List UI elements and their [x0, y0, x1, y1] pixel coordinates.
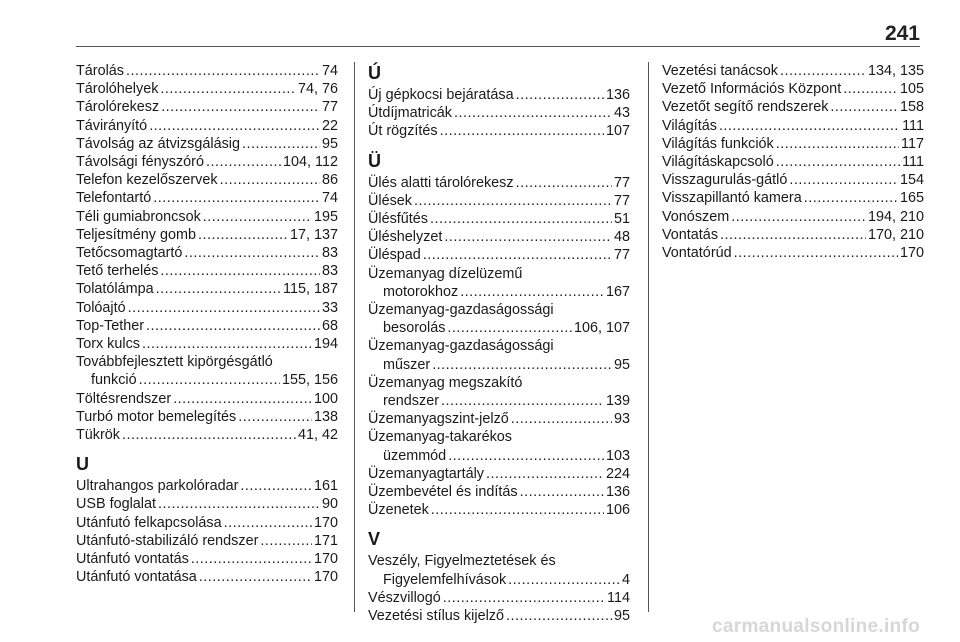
- entry-pages: 136: [605, 484, 630, 501]
- dot-leader: [260, 532, 312, 550]
- index-entry: [76, 495, 338, 513]
- entry-term-first-line: Üzemanyag megszakító: [368, 374, 523, 391]
- entry-pages: 22: [321, 117, 338, 134]
- dot-leader: [139, 371, 280, 389]
- entry-term: Turbó motor bemelegítés: [76, 408, 237, 425]
- entry-term: besorolás: [383, 320, 446, 337]
- dot-leader: [443, 589, 605, 607]
- dot-leader: [448, 447, 604, 465]
- index-entry: [76, 390, 338, 408]
- entry-pages: 111: [902, 117, 924, 134]
- entry-continuation: [368, 392, 630, 410]
- dot-leader: [122, 426, 296, 444]
- entry-term-first-line: Üzemanyag dízelüzemű: [368, 265, 523, 282]
- entry-term: Top-Tether: [76, 317, 144, 334]
- dot-leader: [440, 122, 604, 140]
- entry-pages: 154: [899, 172, 924, 189]
- entry-pages: 107: [605, 123, 630, 140]
- index-entry: [368, 210, 630, 228]
- entry-pages: 48: [613, 229, 630, 246]
- dot-leader: [206, 153, 281, 171]
- entry-pages: 194: [313, 336, 338, 353]
- entry-pages: 95: [613, 356, 630, 373]
- index-entry: [76, 532, 338, 550]
- dot-leader: [486, 465, 604, 483]
- dot-leader: [198, 226, 288, 244]
- entry-term: Töltésrendszer: [76, 390, 172, 407]
- entry-pages: 33: [321, 299, 338, 316]
- index-entry: [662, 226, 924, 244]
- section-letter: V: [368, 529, 381, 550]
- entry-pages: 68: [321, 317, 338, 334]
- index-entry: [368, 374, 630, 410]
- index-entry: [76, 335, 338, 353]
- entry-continuation: [368, 571, 630, 589]
- entry-term: Utánfutó vontatása: [76, 569, 197, 586]
- dot-leader: [516, 174, 612, 192]
- index-entry: [368, 192, 630, 210]
- entry-term: Vonószem: [662, 208, 730, 225]
- index-entry: [76, 226, 338, 244]
- dot-leader: [149, 117, 320, 135]
- entry-term: Üzemanyagszint-jelző: [368, 411, 509, 428]
- entry-term: Tárolóhelyek: [76, 81, 159, 98]
- entry-pages: 115, 187: [283, 281, 338, 298]
- entry-term: Ülések: [368, 192, 412, 209]
- entry-term: Téli gumiabroncsok: [76, 208, 201, 225]
- index-entry: [368, 246, 630, 264]
- entry-term: Új gépkocsi bejáratása: [368, 87, 514, 103]
- entry-pages: 170: [313, 551, 338, 568]
- entry-pages: 170: [899, 245, 924, 262]
- dot-leader: [160, 262, 320, 280]
- entry-term: Visszagurulás-gátló: [662, 172, 788, 189]
- entry-term-first-line: Üzemanyag-takarékos: [368, 429, 512, 446]
- entry-pages: 161: [313, 478, 338, 495]
- entry-continuation: [368, 319, 630, 337]
- index-entry: [76, 353, 338, 389]
- dot-leader: [776, 135, 899, 153]
- dot-leader: [460, 283, 604, 301]
- dot-leader: [454, 104, 612, 122]
- entry-pages: 43: [613, 105, 630, 122]
- entry-pages: 86: [321, 172, 338, 189]
- entry-pages: 165: [899, 190, 924, 207]
- dot-leader: [731, 208, 866, 226]
- entry-term: Ülés alatti tárolórekesz: [368, 174, 514, 191]
- index-entry: [76, 189, 338, 207]
- entry-pages: 95: [321, 135, 338, 152]
- entry-term: Útdíjmatricák: [368, 105, 452, 122]
- entry-term: Üléshelyzet: [368, 229, 443, 246]
- column-divider-2: [648, 62, 649, 612]
- dot-leader: [142, 335, 312, 353]
- entry-term: Világításkapcsoló: [662, 154, 774, 171]
- index-entry: [76, 171, 338, 189]
- dot-leader: [719, 117, 900, 135]
- entry-continuation: [368, 447, 630, 465]
- entry-term: Vezető Információs Központ: [662, 81, 842, 98]
- index-entry: [368, 122, 630, 140]
- index-entry: [368, 337, 630, 373]
- entry-term: Figyelemfelhívások: [383, 571, 507, 588]
- entry-pages: 77: [613, 192, 630, 209]
- dot-leader: [146, 317, 320, 335]
- entry-term: Világítás funkciók: [662, 135, 774, 152]
- entry-pages: 90: [321, 496, 338, 513]
- entry-term: Tető terhelés: [76, 263, 159, 280]
- entry-pages: 136: [605, 87, 630, 103]
- dot-leader: [156, 280, 281, 298]
- entry-pages: 194, 210: [867, 208, 924, 225]
- entry-pages: 195: [313, 208, 338, 225]
- entry-pages: 224: [605, 465, 630, 482]
- dot-leader: [734, 244, 898, 262]
- entry-pages: 95: [613, 608, 630, 625]
- index-entry: [368, 228, 630, 246]
- index-entry: [76, 208, 338, 226]
- entry-pages: 104, 112: [283, 154, 338, 171]
- entry-pages: 170, 210: [867, 226, 924, 243]
- dot-leader: [780, 62, 866, 80]
- entry-term: Telefontartó: [76, 190, 152, 207]
- dot-leader: [184, 244, 320, 262]
- dot-leader: [441, 392, 604, 410]
- entry-term: Vezetési stílus kijelző: [368, 608, 504, 625]
- entry-pages: 111: [902, 154, 924, 171]
- entry-term: Visszapillantó kamera: [662, 190, 802, 207]
- entry-pages: 106, 107: [573, 320, 630, 337]
- index-entry: [662, 62, 924, 80]
- index-column-1: [76, 62, 338, 586]
- index-entry: [76, 317, 338, 335]
- entry-term: motorokhoz: [383, 283, 459, 300]
- dot-leader: [224, 514, 312, 532]
- dot-leader: [158, 495, 320, 513]
- dot-leader: [160, 80, 296, 98]
- entry-pages: 74: [321, 63, 338, 79]
- section-letter: U: [76, 454, 89, 475]
- entry-continuation: [368, 283, 630, 301]
- index-entry: [76, 244, 338, 262]
- dot-leader: [789, 171, 898, 189]
- index-entry: [368, 86, 630, 104]
- index-entry: [368, 265, 630, 301]
- index-entry: [76, 153, 338, 171]
- dot-leader: [432, 356, 612, 374]
- index-entry: [76, 135, 338, 153]
- entry-pages: 167: [605, 283, 630, 300]
- entry-pages: 100: [313, 390, 338, 407]
- entry-pages: 83: [321, 263, 338, 280]
- entry-term: Ultrahangos parkolóradar: [76, 478, 239, 495]
- dot-leader: [240, 477, 312, 495]
- index-entry: [76, 514, 338, 532]
- entry-pages: 83: [321, 245, 338, 262]
- index-entry: [368, 501, 630, 519]
- dot-leader: [199, 568, 312, 586]
- entry-pages: 93: [613, 411, 630, 428]
- dot-leader: [220, 171, 320, 189]
- index-column-3: [662, 62, 924, 262]
- dot-leader: [414, 192, 612, 210]
- entry-term: Tolóajtó: [76, 299, 126, 316]
- entry-term: Világítás: [662, 117, 717, 134]
- entry-pages: 134, 135: [867, 63, 924, 79]
- entry-term-first-line: Veszély, Figyelmeztetések és: [368, 553, 556, 570]
- entry-term: Tolatólámpa: [76, 281, 154, 298]
- index-entry: [76, 477, 338, 495]
- dot-leader: [431, 501, 604, 519]
- entry-term: Ülésfűtés: [368, 211, 428, 228]
- entry-pages: 103: [605, 447, 630, 464]
- entry-term: Vezetőt segítő rendszerek: [662, 99, 829, 116]
- entry-pages: 4: [621, 571, 630, 588]
- entry-term: Távolság az átvizsgálásig: [76, 135, 240, 152]
- entry-pages: 77: [613, 247, 630, 264]
- entry-term: Telefon kezelőszervek: [76, 172, 218, 189]
- watermark: carmanualsonline.info: [712, 616, 920, 637]
- entry-pages: 77: [613, 174, 630, 191]
- index-entry: [368, 410, 630, 428]
- dot-leader: [242, 135, 320, 153]
- entry-term-first-line: Továbbfejlesztett kipörgésgátló: [76, 354, 273, 371]
- index-entry: [76, 80, 338, 98]
- entry-term: Út rögzítés: [368, 123, 438, 140]
- index-entry: [76, 426, 338, 444]
- entry-continuation: [76, 371, 338, 389]
- entry-pages: 17, 137: [289, 226, 338, 243]
- dot-leader: [191, 550, 312, 568]
- entry-term: Vészvillogó: [368, 589, 441, 606]
- entry-term: Tárolórekesz: [76, 99, 160, 116]
- entry-term: funkció: [91, 372, 137, 389]
- index-entry: [368, 607, 630, 625]
- entry-pages: 74: [321, 190, 338, 207]
- index-entry: [662, 153, 924, 171]
- entry-pages: 74, 76: [297, 81, 338, 98]
- index-entry: [662, 80, 924, 98]
- entry-term: Tükrök: [76, 427, 120, 444]
- index-entry: [76, 280, 338, 298]
- index-entry: [76, 98, 338, 116]
- index-entry: [662, 171, 924, 189]
- dot-leader: [203, 208, 312, 226]
- entry-pages: 105: [899, 81, 924, 98]
- index-entry: [662, 98, 924, 116]
- dot-leader: [430, 210, 612, 228]
- entry-term: Üzembevétel és indítás: [368, 484, 518, 501]
- index-entry: [76, 550, 338, 568]
- entry-term: Üzemanyagtartály: [368, 465, 484, 482]
- entry-pages: 51: [613, 211, 630, 228]
- index-column-2: [368, 62, 630, 625]
- entry-term: Távirányító: [76, 117, 148, 134]
- entry-term: Teljesítmény gomb: [76, 226, 196, 243]
- dot-leader: [776, 153, 900, 171]
- index-entry: [76, 568, 338, 586]
- dot-leader: [520, 483, 604, 501]
- dot-leader: [447, 319, 572, 337]
- entry-pages: 155, 156: [281, 372, 338, 389]
- dot-leader: [508, 571, 620, 589]
- index-entry: [368, 428, 630, 464]
- entry-term: Üzenetek: [368, 502, 429, 519]
- entry-term: USB foglalat: [76, 496, 156, 513]
- entry-term: Üléspad: [368, 247, 421, 264]
- index-entry: [368, 174, 630, 192]
- index-entry: [368, 552, 630, 588]
- dot-leader: [423, 246, 612, 264]
- index-entry: [662, 208, 924, 226]
- entry-term: Távolsági fényszóró: [76, 154, 204, 171]
- index-entry: [76, 299, 338, 317]
- index-entry: [76, 408, 338, 426]
- dot-leader: [506, 607, 612, 625]
- entry-term: Vontatórúd: [662, 245, 732, 262]
- dot-leader: [173, 390, 312, 408]
- dot-leader: [161, 98, 320, 116]
- index-entry: [368, 465, 630, 483]
- dot-leader: [511, 410, 612, 428]
- entry-pages: 170: [313, 514, 338, 531]
- entry-term: Utánfutó vontatás: [76, 551, 189, 568]
- entry-term: üzemmód: [383, 447, 447, 464]
- entry-pages: 117: [901, 135, 924, 152]
- entry-pages: 171: [313, 532, 338, 549]
- entry-term: rendszer: [383, 393, 439, 410]
- dot-leader: [126, 62, 320, 80]
- index-entry: [368, 483, 630, 501]
- entry-pages: 41, 42: [297, 427, 338, 444]
- index-entry: [76, 62, 338, 80]
- index-entry: [662, 244, 924, 262]
- index-entry: [76, 262, 338, 280]
- dot-leader: [720, 226, 866, 244]
- dot-leader: [830, 98, 898, 116]
- index-entry: [662, 189, 924, 207]
- entry-term: Tetőcsomagtartó: [76, 245, 183, 262]
- entry-term: Utánfutó-stabilizáló rendszer: [76, 532, 259, 549]
- index-entry: [368, 301, 630, 337]
- section-letter: Ú: [368, 63, 381, 83]
- entry-term-first-line: Üzemanyag-gazdaságossági: [368, 302, 554, 319]
- index-entry: [662, 117, 924, 135]
- entry-pages: 77: [321, 99, 338, 116]
- index-entry: [368, 104, 630, 122]
- dot-leader: [128, 299, 320, 317]
- entry-term: műszer: [383, 356, 431, 373]
- entry-term: Utánfutó felkapcsolása: [76, 514, 222, 531]
- entry-pages: 158: [899, 99, 924, 116]
- dot-leader: [843, 80, 898, 98]
- section-letter: Ü: [368, 150, 381, 171]
- entry-term: Torx kulcs: [76, 336, 140, 353]
- page-number: 241: [884, 22, 920, 45]
- dot-leader: [516, 86, 604, 104]
- entry-pages: 106: [605, 502, 630, 519]
- entry-term-first-line: Üzemanyag-gazdaságossági: [368, 338, 554, 355]
- entry-term: Vontatás: [662, 226, 719, 243]
- index-entry: [76, 117, 338, 135]
- header-rule: [76, 46, 920, 47]
- entry-term: Tárolás: [76, 63, 124, 79]
- dot-leader: [153, 189, 320, 207]
- dot-leader: [238, 408, 312, 426]
- entry-pages: 138: [313, 408, 338, 425]
- entry-term: Vezetési tanácsok: [662, 63, 778, 79]
- entry-continuation: [368, 356, 630, 374]
- entry-pages: 114: [607, 589, 630, 606]
- entry-pages: 170: [313, 569, 338, 586]
- column-divider-1: [354, 62, 355, 612]
- entry-pages: 139: [605, 393, 630, 410]
- index-entry: [368, 589, 630, 607]
- dot-leader: [444, 228, 612, 246]
- index-entry: [662, 135, 924, 153]
- dot-leader: [804, 189, 898, 207]
